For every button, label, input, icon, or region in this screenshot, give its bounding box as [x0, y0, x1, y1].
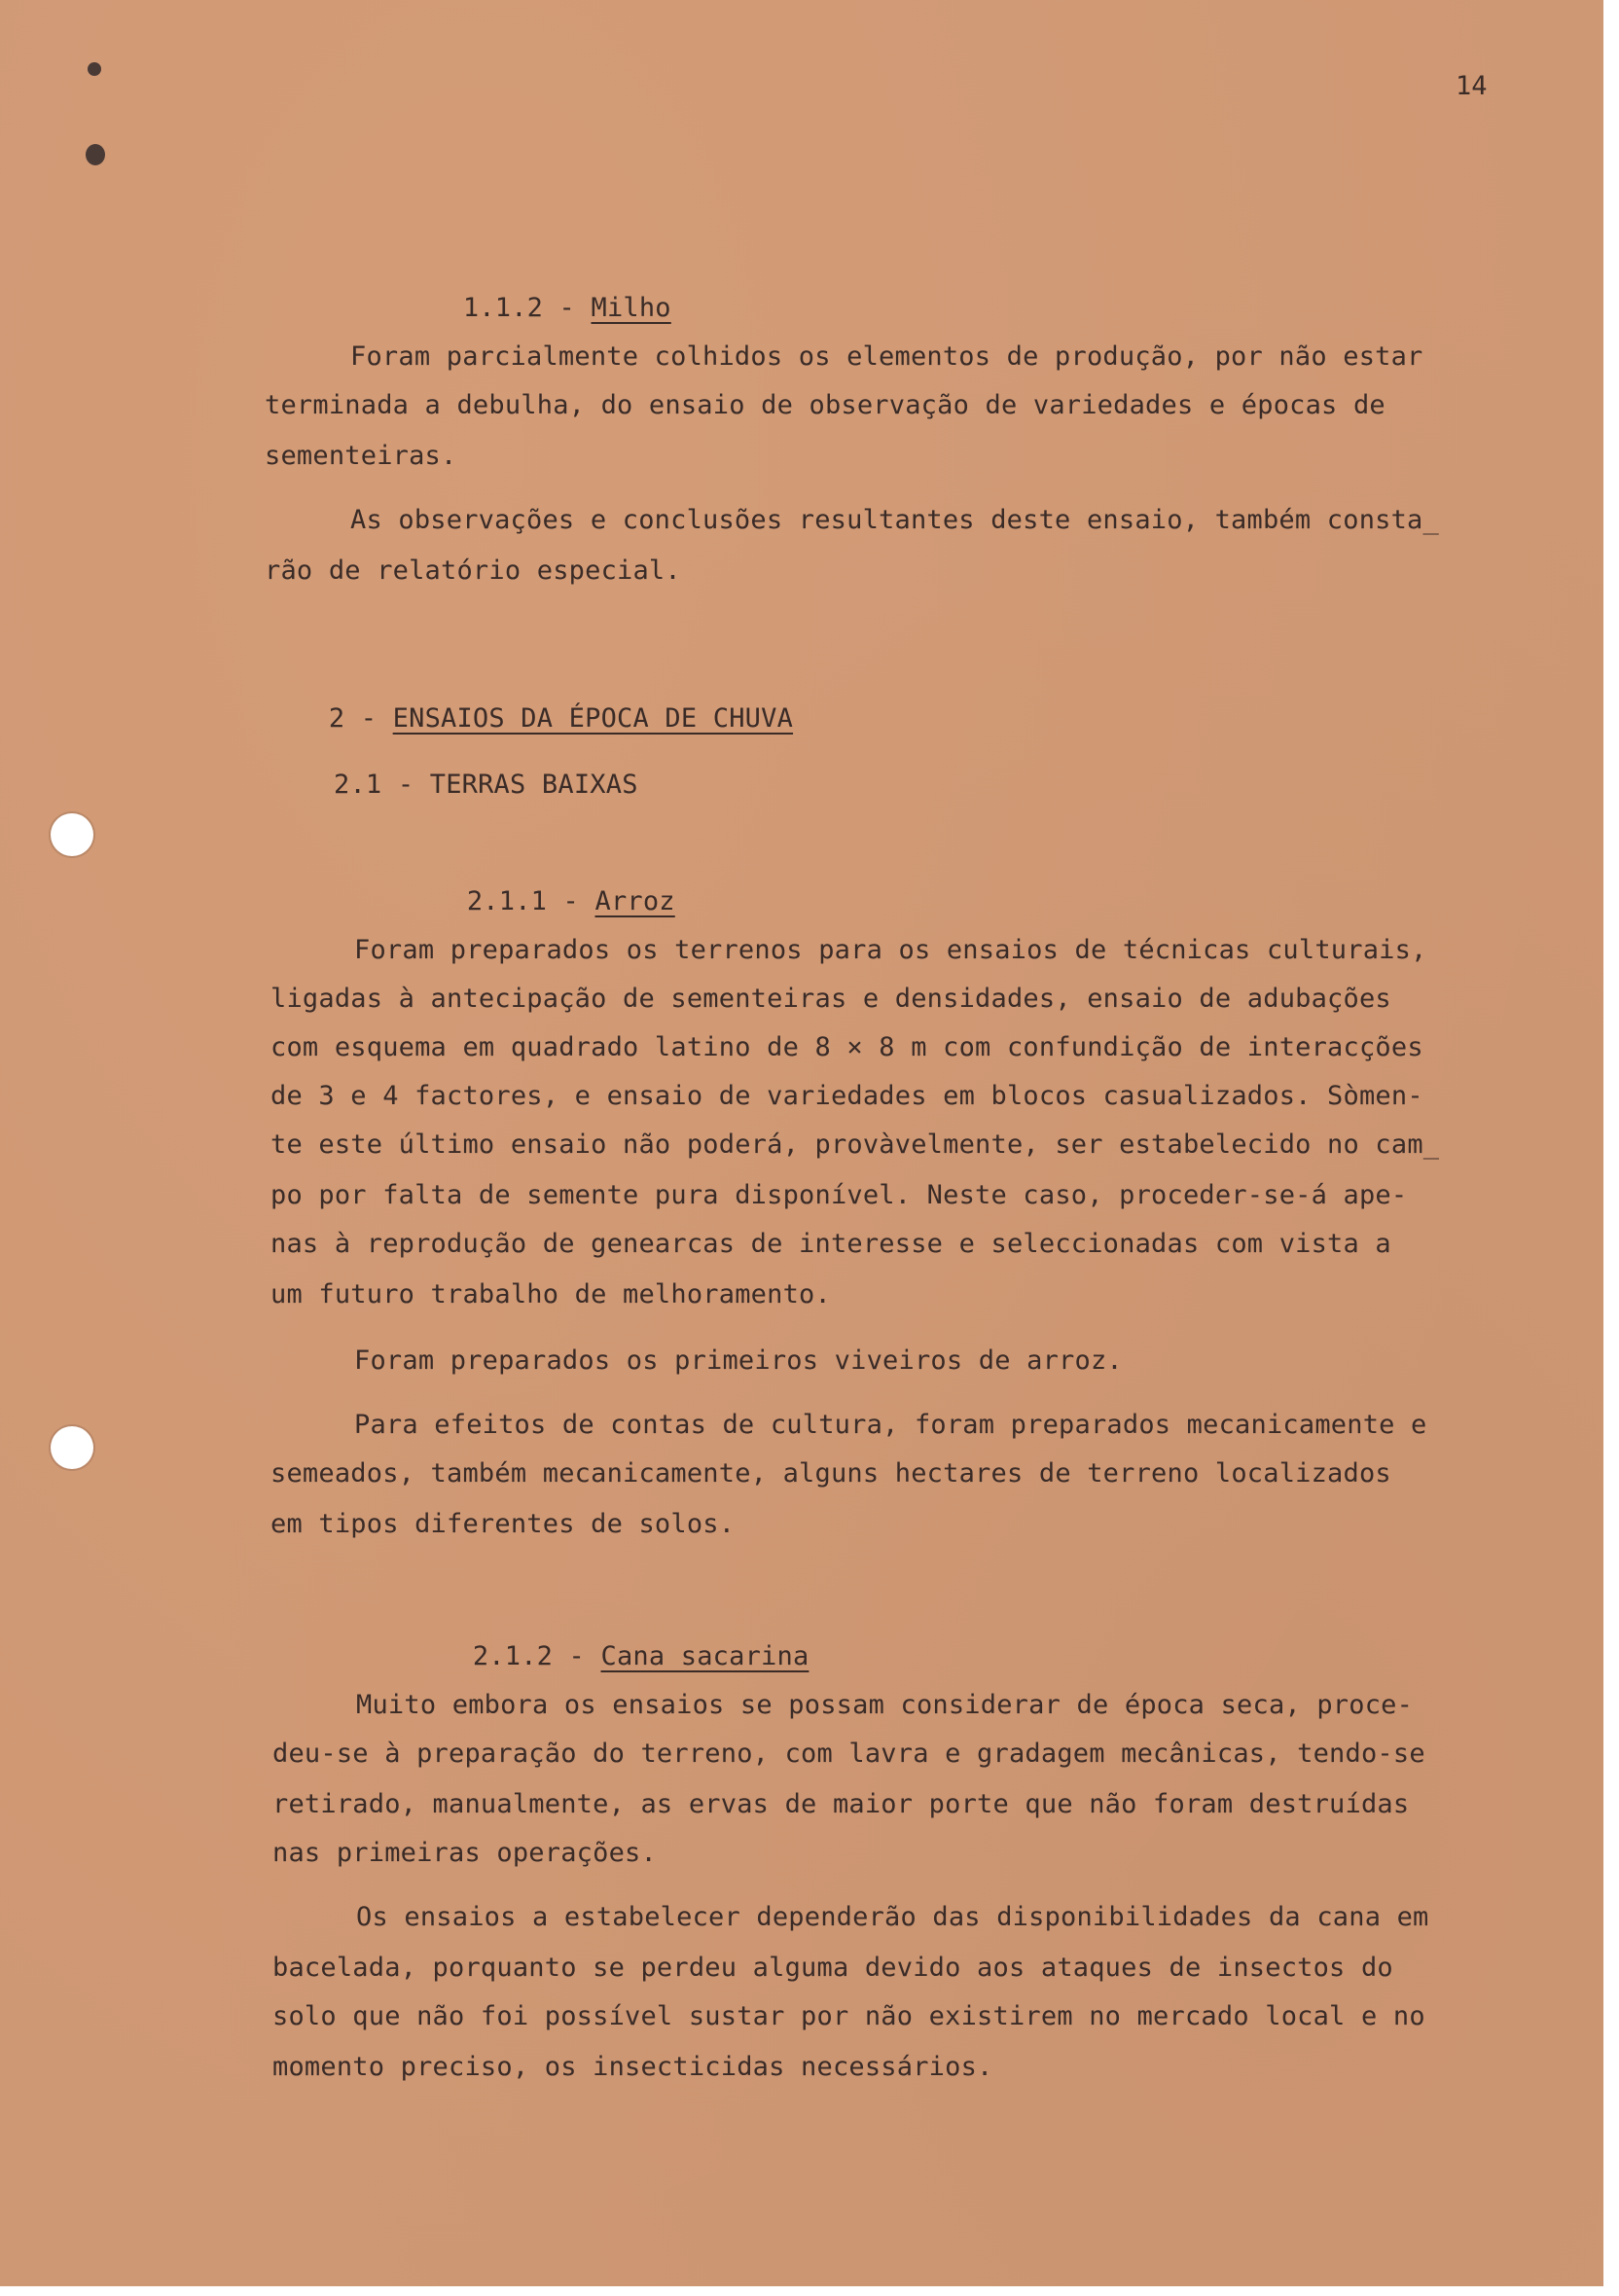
- text-line: terminada a debulha, do ensaio de observação de variedades e épocas de: [265, 390, 1385, 420]
- text-line: As observações e conclusões resultantes deste ensaio, também consta_: [350, 505, 1439, 535]
- heading-2: [265, 669, 793, 769]
- heading-title: Cana sacarina: [600, 1641, 810, 1671]
- text-line: um futuro trabalho de melhoramento.: [270, 1279, 831, 1309]
- text-line: em tipos diferentes de solos.: [270, 1509, 736, 1539]
- text-line: rão de relatório especial.: [265, 556, 681, 586]
- text-line: Os ensaios a estabelecer dependerão das disponibilidades da cana em: [356, 1902, 1429, 1932]
- text-line: nas primeiras operações.: [272, 1838, 657, 1868]
- page-number: 14: [1456, 71, 1488, 101]
- heading-2-1: 2.1 - TERRAS BAIXAS: [334, 770, 638, 800]
- punch-hole-middle: [51, 813, 93, 856]
- text-line: deu-se à preparação do terreno, com lavra e gradagem mecânicas, tendo-se: [272, 1739, 1425, 1769]
- heading-title: Milho: [591, 293, 671, 323]
- text-line: bacelada, porquanto se perdeu alguma devido aos ataques de insectos do: [272, 1953, 1393, 1983]
- text-line: Foram preparados os terrenos para os ensaios de técnicas culturais,: [354, 935, 1427, 965]
- heading-number: 2 -: [328, 703, 393, 734]
- heading-number: 2.1.2 -: [472, 1641, 601, 1671]
- text-line: momento preciso, os insecticidas necessários.: [272, 2052, 993, 2082]
- heading-title: ENSAIOS DA ÉPOCA DE CHUVA: [392, 703, 794, 734]
- heading-title: Arroz: [594, 886, 675, 916]
- text-line: sementeiras.: [265, 441, 457, 471]
- punch-hole-top: [88, 62, 101, 76]
- text-line: de 3 e 4 factores, e ensaio de variedades em blocos casualizados. Sòmen-: [270, 1081, 1423, 1111]
- text-line: ligadas à antecipação de sementeiras e densidades, ensaio de adubações: [270, 984, 1391, 1014]
- text-line: Foram preparados os primeiros viveiros de arroz.: [354, 1345, 1123, 1376]
- text-line: Muito embora os ensaios se possam considerar de época seca, proce-: [356, 1690, 1414, 1720]
- heading-number: 2.1.1 -: [466, 886, 595, 916]
- punch-hole-upper: [86, 144, 105, 165]
- text-line: po por falta de semente pura disponível. Neste caso, proceder-se-á ape-: [270, 1180, 1408, 1210]
- text-line: te este último ensaio não poderá, provàvelmente, ser estabelecido no cam_: [270, 1130, 1440, 1160]
- text-line: Para efeitos de contas de cultura, foram preparados mecanicamente e: [354, 1410, 1427, 1440]
- text-line: solo que não foi possível sustar por não existirem no mercado local e no: [272, 2001, 1425, 2031]
- text-line: Foram parcialmente colhidos os elementos de produção, por não estar: [350, 341, 1423, 372]
- text-line: retirado, manualmente, as ervas de maior porte que não foram destruídas: [272, 1789, 1410, 1819]
- text-line: semeados, também mecanicamente, alguns hectares de terreno localizados: [270, 1458, 1391, 1489]
- heading-number: 1.1.2 -: [462, 293, 592, 323]
- text-line: nas à reprodução de genearcas de interesse e seleccionadas com vista a: [270, 1229, 1391, 1259]
- text-line: com esquema em quadrado latino de 8 × 8 m com confundição de interacções: [270, 1032, 1423, 1062]
- punch-hole-lower: [51, 1426, 93, 1469]
